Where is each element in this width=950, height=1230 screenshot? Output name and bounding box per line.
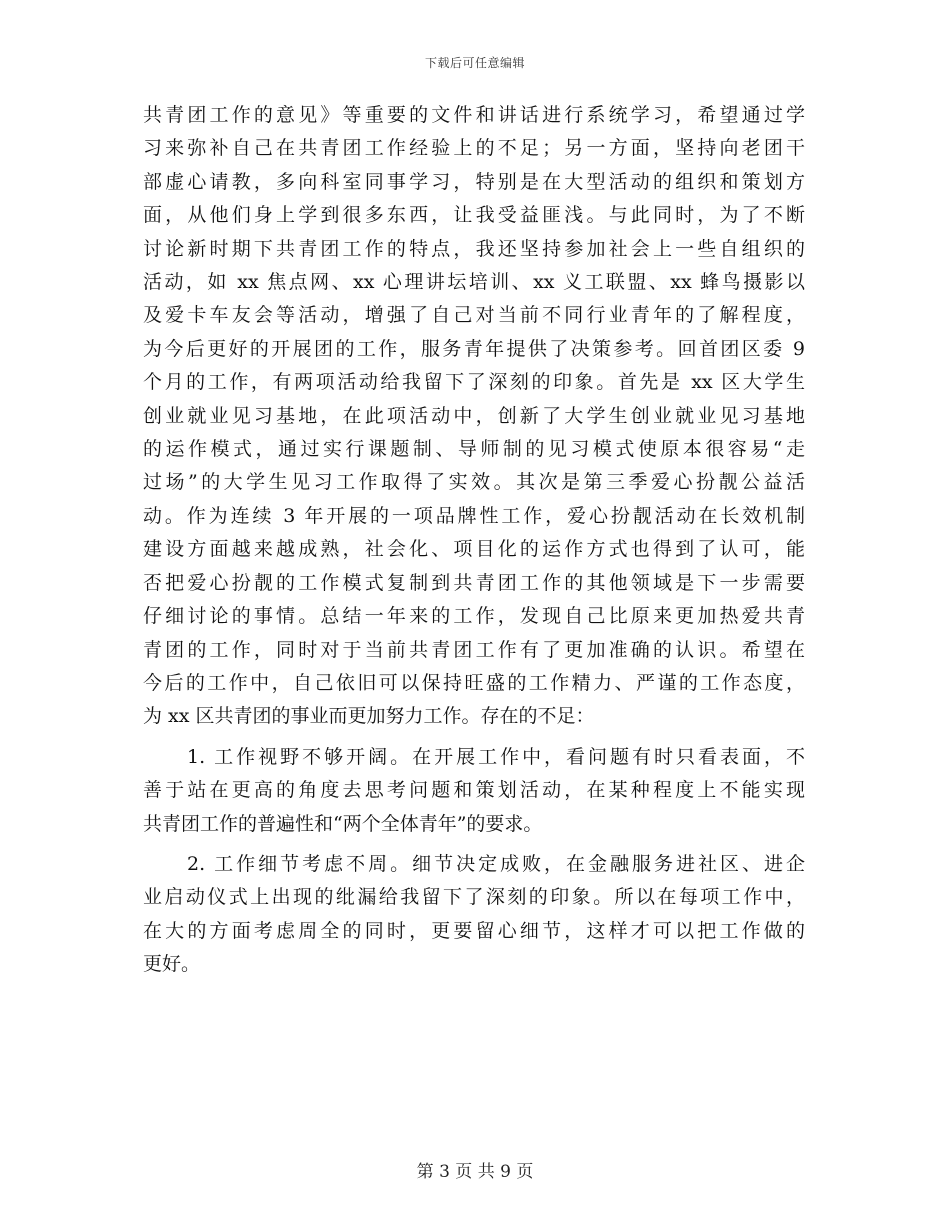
text-line: 善于站在更高的角度去思考问题和策划活动，在某种程度上不能实现 xyxy=(143,779,805,802)
text-line: 业启动仪式上出现的纰漏给我留下了深刻的印象。所以在每项工作中， xyxy=(143,886,805,909)
text-line: 仔细讨论的事情。总结一年来的工作，发现自己比原来更加热爱共青 xyxy=(143,605,805,628)
paragraph-gap xyxy=(143,841,805,848)
paragraph xyxy=(143,848,805,982)
text-line: 1. 工作视野不够开阔。在开展工作中，看问题有时只看表面，不 xyxy=(143,745,805,768)
text-line: 习来弥补自己在共青团工作经验上的不足；另一方面，坚持向老团干 xyxy=(143,137,805,160)
text-line: 否把爱心扮靓的工作模式复制到共青团工作的其他领域是下一步需要 xyxy=(143,571,805,594)
text-line: 过场”的大学生见习工作取得了实效。其次是第三季爱心扮靓公益活 xyxy=(143,471,805,494)
text-line: 活动，如 xx 焦点网、xx 心理讲坛培训、xx 义工联盟、xx 蜂鸟摄影以 xyxy=(143,271,805,294)
text-line: 动。作为连续 3 年开展的一项品牌性工作，爱心扮靓活动在长效机制 xyxy=(143,504,805,527)
text-line: 2. 工作细节考虑不周。细节决定成败，在金融服务进社区、进企 xyxy=(143,852,805,875)
page-footer: 第 3 页 共 9 页 xyxy=(416,1162,534,1182)
page-header: 下载后可任意编辑 xyxy=(424,56,525,70)
paragraph xyxy=(143,99,805,734)
text-line: 及爱卡车友会等活动，增强了自己对当前不同行业青年的了解程度， xyxy=(143,304,805,327)
text-line: 今后的工作中，自己依旧可以保持旺盛的工作精力、严谨的工作态度， xyxy=(143,671,805,694)
text-line: 个月的工作，有两项活动给我留下了深刻的印象。首先是 xx 区大学生 xyxy=(143,371,805,394)
text-line: 共青团工作的意见》等重要的文件和讲话进行系统学习，希望通过学 xyxy=(143,104,805,126)
body-text xyxy=(143,99,805,982)
paragraph-gap xyxy=(143,734,805,741)
text-line: 的运作模式，通过实行课题制、导师制的见习模式使原本很容易“走 xyxy=(143,438,805,461)
text-line: 在大的方面考虑周全的同时，更要留心细节，这样才可以把工作做的 xyxy=(143,919,805,942)
text-line: 部虚心请教，多向科室同事学习，特别是在大型活动的组织和策划方 xyxy=(143,170,805,193)
text-line: 面，从他们身上学到很多东西，让我受益匪浅。与此同时，为了不断 xyxy=(143,204,805,227)
text-line: 创业就业见习基地，在此项活动中，创新了大学生创业就业见习基地 xyxy=(143,404,805,427)
text-line: 建设方面越来越成熟，社会化、项目化的运作方式也得到了认可，能 xyxy=(143,538,805,561)
text-line: 更好。 xyxy=(143,953,201,976)
text-line: 讨论新时期下共青团工作的特点，我还坚持参加社会上一些自组织的 xyxy=(143,237,805,260)
text-line: 共青团工作的普遍性和“两个全体青年”的要求。 xyxy=(143,812,543,835)
paragraph xyxy=(143,741,805,841)
text-line: 青团的工作，同时对于当前共青团工作有了更加准确的认识。希望在 xyxy=(143,638,805,661)
text-line: 为今后更好的开展团的工作，服务青年提供了决策参考。回首团区委 9 xyxy=(143,337,805,360)
text-line: 为 xx 区共青团的事业而更加努力工作。存在的不足： xyxy=(143,705,595,728)
